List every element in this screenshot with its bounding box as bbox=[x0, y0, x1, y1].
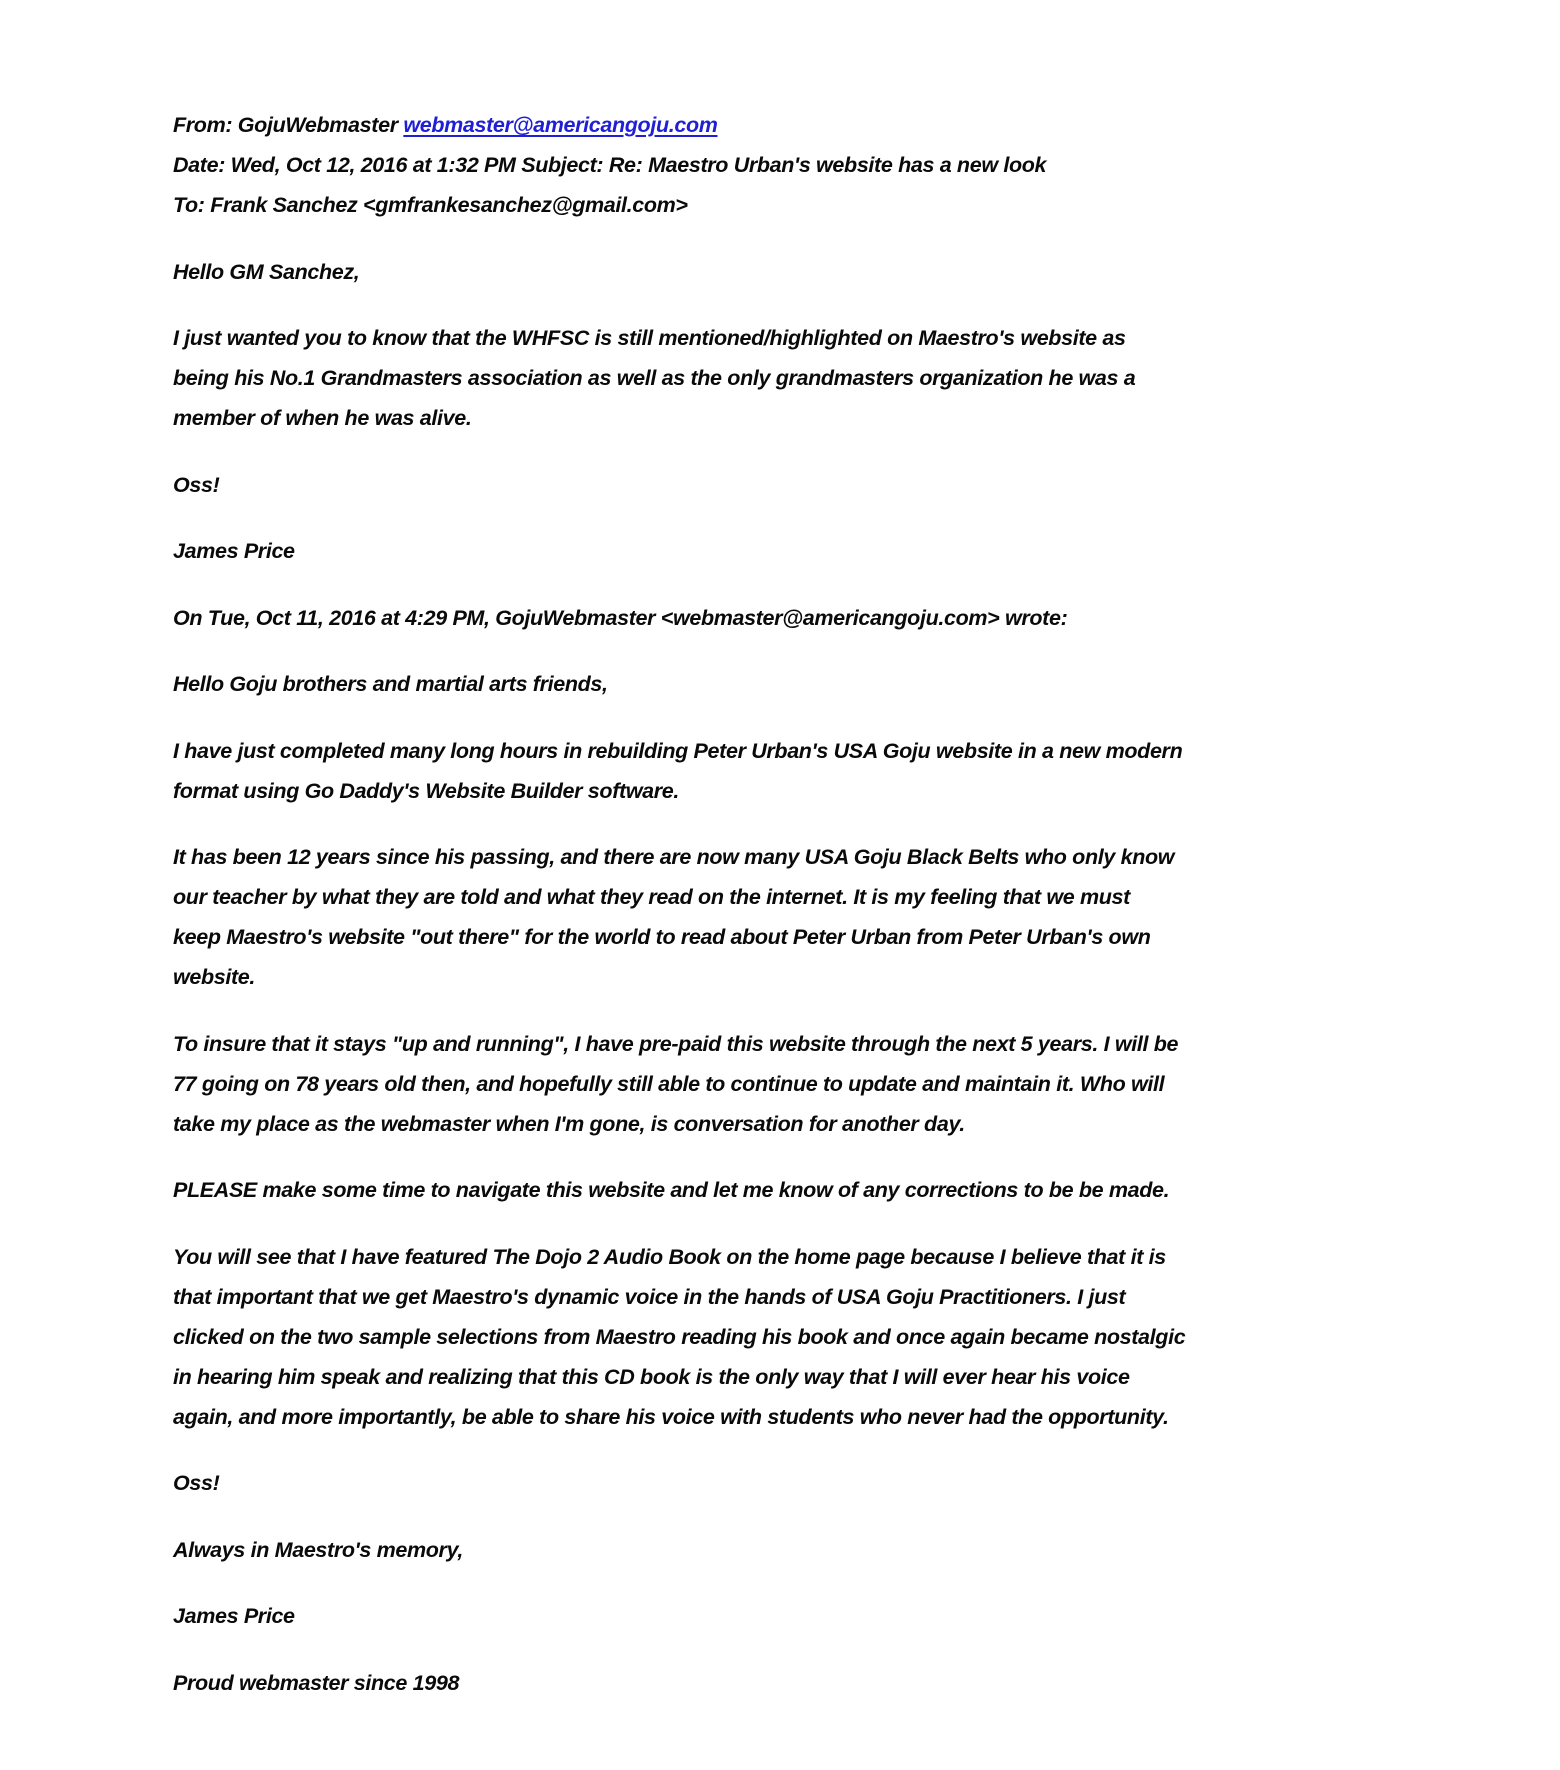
quoted-signature bbox=[173, 1596, 1433, 1636]
quoted-attribution bbox=[173, 598, 1433, 638]
body-line: our teacher by what they are told and what they read on the internet. It is my feeling that we must bbox=[173, 885, 1130, 909]
signature-title-text: Proud webmaster since 1998 bbox=[173, 1670, 460, 1695]
body-line: keep Maestro's website "out there" for the world to read about Peter Urban from Peter Urban's own bbox=[173, 925, 1151, 949]
quoted-paragraph-prepaid bbox=[173, 1024, 1433, 1144]
body-line: that important that we get Maestro's dynamic voice in the hands of USA Goju Practitioners. I just bbox=[173, 1284, 1126, 1309]
reply-greeting bbox=[173, 252, 1433, 292]
valediction-text: Always in Maestro's memory, bbox=[173, 1537, 464, 1562]
body-line: in hearing him speak and realizing that this CD book is the only way that I will ever hear his voice bbox=[173, 1364, 1130, 1389]
email-header bbox=[173, 105, 1433, 225]
body-line: website. bbox=[173, 965, 256, 989]
quoted-paragraph-please bbox=[173, 1170, 1433, 1210]
quoted-paragraph-rebuild bbox=[173, 731, 1433, 811]
body-line: To insure that it stays "up and running", I have pre-paid this website through the next 5 years. I will be bbox=[173, 1031, 1179, 1056]
body-line: I just wanted you to know that the WHFSC is still mentioned/highlighted on Maestro's website as bbox=[173, 326, 1126, 350]
greeting-text: Hello Goju brothers and martial arts friends, bbox=[173, 672, 608, 696]
date-subject-line: Date: Wed, Oct 12, 2016 at 1:32 PM Subject: Re: Maestro Urban's website has a new look bbox=[173, 153, 1047, 177]
body-line: It has been 12 years since his passing, and there are now many USA Goju Black Belts who only know bbox=[173, 845, 1175, 869]
reply-signature bbox=[173, 531, 1433, 571]
body-line: being his No.1 Grandmasters association as well as the only grandmasters organization he was a bbox=[173, 366, 1136, 390]
reply-closing bbox=[173, 465, 1433, 505]
body-line: member of when he was alive. bbox=[173, 406, 472, 430]
quoted-greeting bbox=[173, 664, 1433, 704]
quoted-closing bbox=[173, 1463, 1433, 1503]
signature-text: James Price bbox=[173, 539, 295, 563]
quoted-valediction bbox=[173, 1530, 1433, 1570]
signature-text: James Price bbox=[173, 1604, 295, 1628]
greeting-text: Hello GM Sanchez, bbox=[173, 259, 360, 284]
body-line: clicked on the two sample selections from Maestro reading his book and once again became nostalgic bbox=[173, 1324, 1186, 1349]
body-line: You will see that I have featured The Dojo 2 Audio Book on the home page because I believe that it is bbox=[173, 1244, 1166, 1269]
closing-text: Oss! bbox=[173, 1471, 220, 1495]
email-document bbox=[173, 105, 1433, 1703]
from-email-link[interactable]: webmaster@americangoju.com bbox=[403, 113, 718, 137]
attribution-text: On Tue, Oct 11, 2016 at 4:29 PM, GojuWebmaster <webmaster@americangoju.com> wrote: bbox=[173, 605, 1068, 630]
body-line: 77 going on 78 years old then, and hopefully still able to continue to update and maintain it. Who will bbox=[173, 1071, 1165, 1096]
body-line: PLEASE make some time to navigate this website and let me know of any corrections to be be made. bbox=[173, 1178, 1170, 1202]
quoted-paragraph-audiobook bbox=[173, 1237, 1433, 1437]
from-label: From: GojuWebmaster bbox=[173, 113, 404, 137]
body-line: format using Go Daddy's Website Builder software. bbox=[173, 778, 680, 803]
body-line: I have just completed many long hours in rebuilding Peter Urban's USA Goju website in a new modern bbox=[173, 738, 1183, 763]
closing-text: Oss! bbox=[173, 472, 220, 497]
quoted-paragraph-passing bbox=[173, 837, 1433, 997]
body-line: take my place as the webmaster when I'm gone, is conversation for another day. bbox=[173, 1111, 965, 1136]
reply-body-paragraph bbox=[173, 318, 1433, 438]
to-line: To: Frank Sanchez <gmfrankesanchez@gmail.com> bbox=[173, 193, 688, 217]
body-line: again, and more importantly, be able to share his voice with students who never had the opportunity. bbox=[173, 1404, 1169, 1429]
from-line bbox=[173, 105, 1433, 145]
quoted-signature-title bbox=[173, 1663, 1433, 1703]
